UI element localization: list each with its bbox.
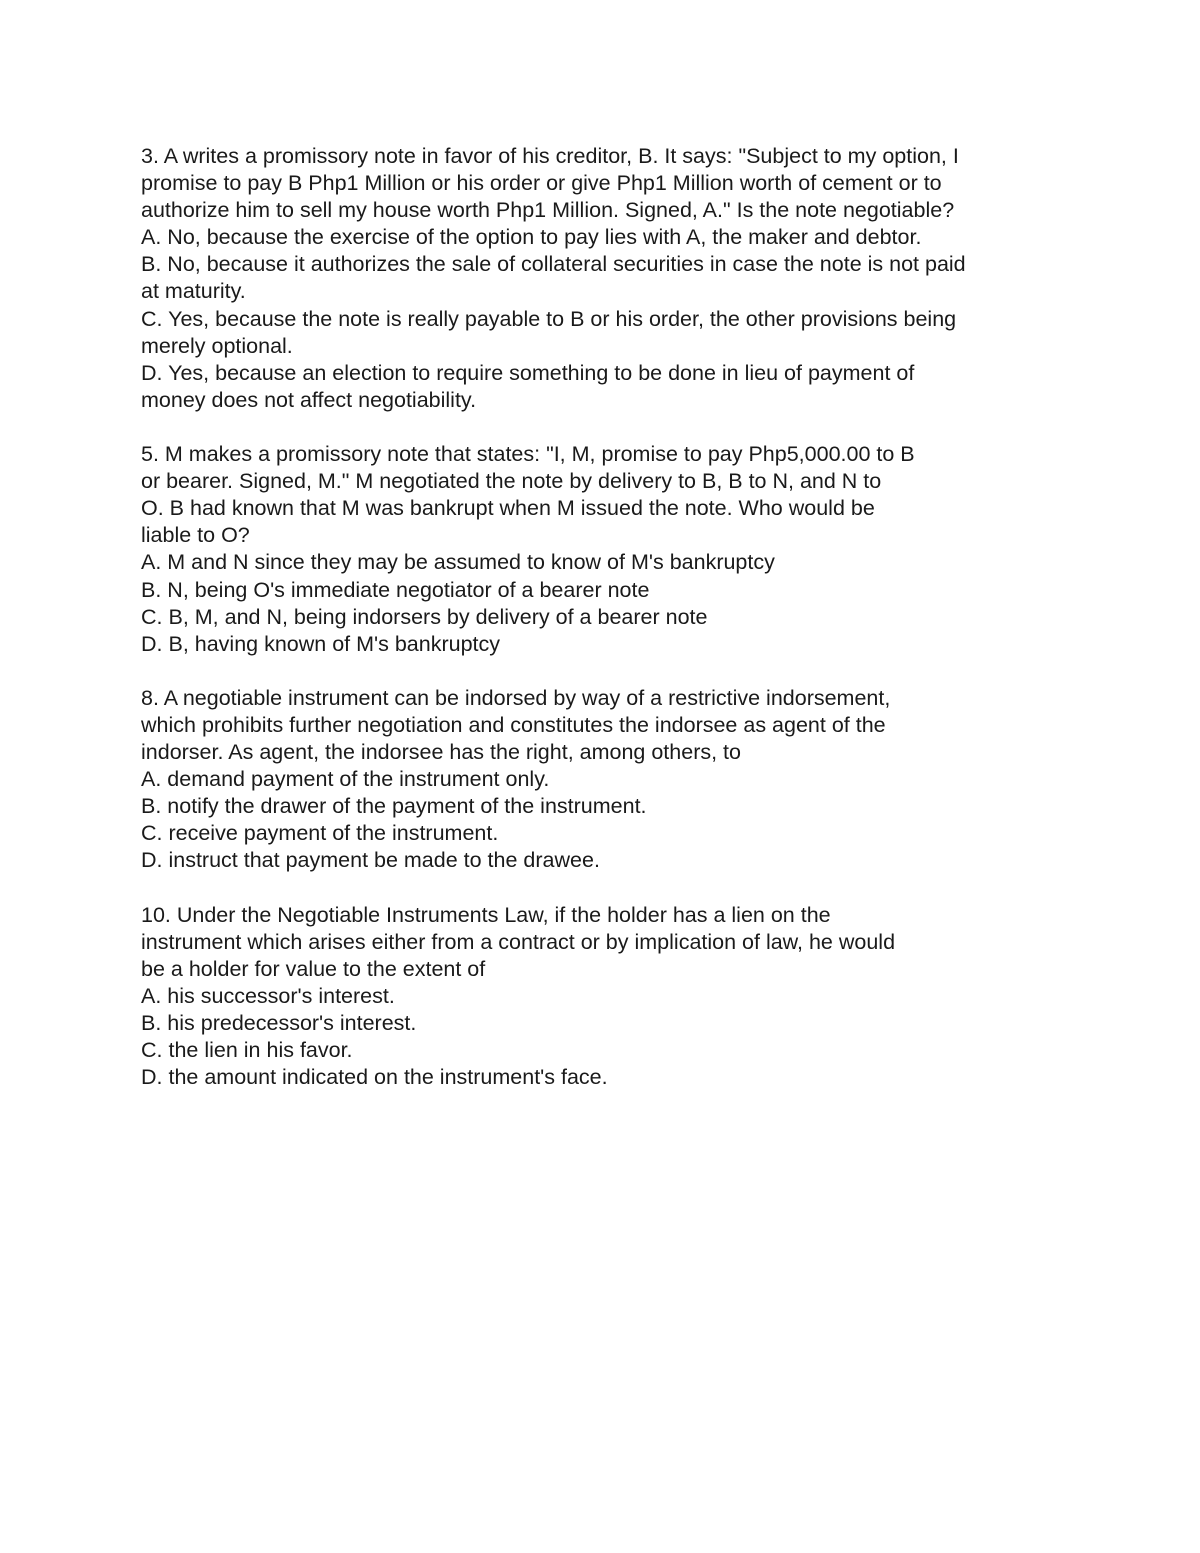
question-5 xyxy=(141,441,1071,658)
text-line: authorize him to sell my house worth Php1 Million. Signed, A." Is the note negotiable? xyxy=(141,198,955,223)
text-line: 5. M makes a promissory note that states: "I, M, promise to pay Php5,000.00 to B xyxy=(141,442,915,467)
option-a: A. M and N since they may be assumed to know of M's bankruptcy xyxy=(141,550,775,575)
option-c: C. the lien in his favor. xyxy=(141,1038,353,1063)
option-b: B. N, being O's immediate negotiator of a bearer note xyxy=(141,577,650,602)
text-line: 10. Under the Negotiable Instruments Law, if the holder has a lien on the xyxy=(141,902,831,927)
text-line: 8. A negotiable instrument can be indorsed by way of a restrictive indorsement, xyxy=(141,685,891,710)
option-a: A. his successor's interest. xyxy=(141,983,395,1008)
text-line: indorser. As agent, the indorsee has the right, among others, to xyxy=(141,740,741,765)
text-line: which prohibits further negotiation and constitutes the indorsee as agent of the xyxy=(141,712,886,737)
option-a: A. demand payment of the instrument only. xyxy=(141,767,550,792)
option-b: B. No, because it authorizes the sale of collateral securities in case the note is not paid xyxy=(141,252,966,277)
text-line: promise to pay B Php1 Million or his order or give Php1 Million worth of cement or to xyxy=(141,171,942,196)
option-b: B. notify the drawer of the payment of the instrument. xyxy=(141,794,647,819)
text-line: money does not affect negotiability. xyxy=(141,387,477,412)
option-c: C. Yes, because the note is really payable to B or his order, the other provisions being xyxy=(141,306,957,331)
text-line: liable to O? xyxy=(141,523,250,548)
question-8 xyxy=(141,685,1071,875)
text-line: at maturity. xyxy=(141,279,246,304)
text-line: instrument which arises either from a contract or by implication of law, he would xyxy=(141,929,896,954)
option-c: C. receive payment of the instrument. xyxy=(141,821,499,846)
text-line: O. B had known that M was bankrupt when M issued the note. Who would be xyxy=(141,496,875,521)
text-line: 3. A writes a promissory note in favor of his creditor, B. It says: "Subject to my option, I xyxy=(141,144,959,168)
option-d: D. instruct that payment be made to the drawee. xyxy=(141,848,600,873)
option-d: D. B, having known of M's bankruptcy xyxy=(141,631,501,656)
text-line: or bearer. Signed, M." M negotiated the note by delivery to B, B to N, and N to xyxy=(141,469,882,494)
option-c: C. B, M, and N, being indorsers by delivery of a bearer note xyxy=(141,604,708,629)
option-d: D. Yes, because an election to require something to be done in lieu of payment of xyxy=(141,360,915,385)
question-3 xyxy=(141,143,1071,414)
option-a: A. No, because the exercise of the option to pay lies with A, the maker and debtor. xyxy=(141,225,922,250)
text-line: merely optional. xyxy=(141,333,293,358)
option-d: D. the amount indicated on the instrument's face. xyxy=(141,1065,608,1090)
text-line: be a holder for value to the extent of xyxy=(141,956,486,981)
question-10 xyxy=(141,902,1071,1092)
document-body xyxy=(141,143,1071,1118)
option-b: B. his predecessor's interest. xyxy=(141,1011,417,1035)
